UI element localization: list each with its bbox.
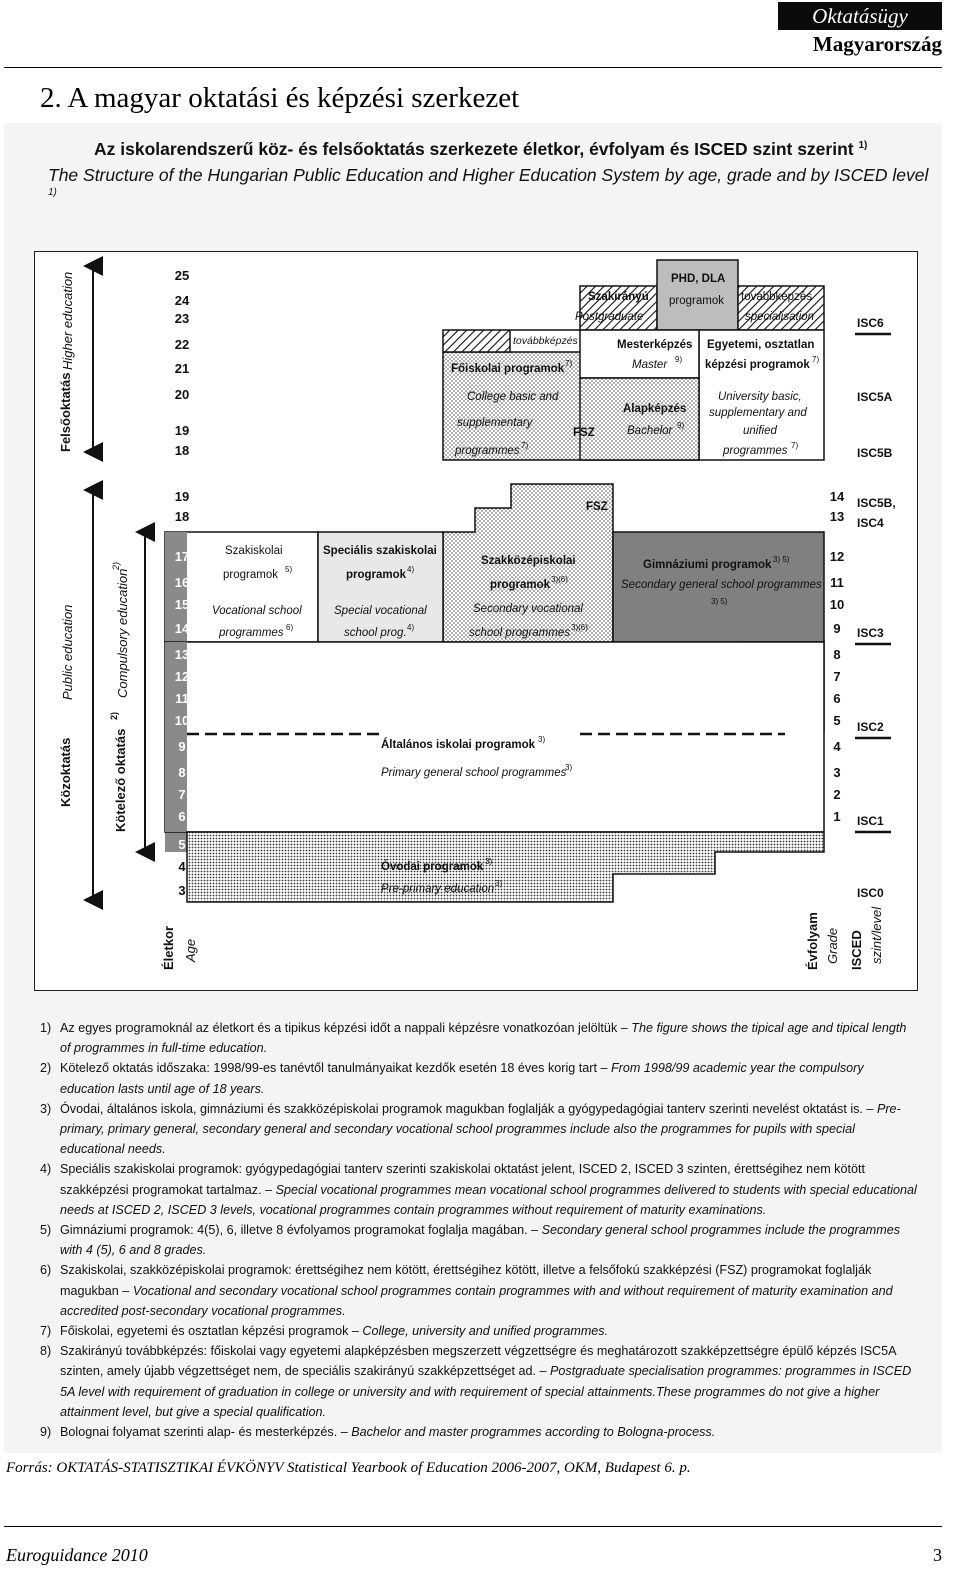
special-vocational-en: Special vocational: [334, 605, 427, 617]
figure-title-hu: [94, 139, 867, 160]
secondary-voc-sup: 3)(6): [551, 575, 568, 584]
grade-hu-label: Évfolyam: [805, 912, 820, 970]
age-tick-public: 7: [178, 787, 186, 802]
phd-label-2: programok: [669, 295, 724, 307]
spec-right-en: specialisation: [745, 311, 815, 323]
special-vocational-label: Speciális szakiskolai: [323, 545, 437, 557]
grade-tick: 6: [833, 691, 841, 706]
college-label: Főiskolai programok: [451, 363, 565, 375]
age-tick-higher: 25: [174, 268, 190, 283]
university-en-2: supplementary and: [709, 407, 807, 419]
age-tick-public: 17: [174, 549, 190, 564]
isced-labels: [855, 316, 896, 900]
bachelor-label: Alapképzés: [623, 403, 687, 415]
age-tick-public: 5: [178, 837, 186, 852]
master-sup: 9): [675, 355, 683, 364]
header-rule: [4, 67, 942, 68]
spec-left-en: Postgraduate: [575, 311, 644, 323]
footnote-en: From 1998/99 academic year the compulsory education lasts until age of 18 years.: [60, 1061, 864, 1096]
grade-tick: 14: [829, 489, 845, 504]
university-en-3: unified: [743, 425, 777, 437]
footnote-hu: Szakirányú továbbképzés: főiskolai vagy egyetemi alapképzésben megszerzett végzettségre és meghatározott szakképzettségre épülő képzés ISC5A szinten, amely újabb végzettséget nem, de speciális szakirányú szakképzettséget ad. –: [60, 1344, 896, 1379]
figure-title-en-text: The Structure of the Hungarian Public Education and Higher Education System by age, grade and by ISCED level: [48, 165, 929, 185]
secondary-voc-label: Szakközépiskolai: [481, 555, 576, 567]
age-tick-public: 12: [174, 669, 190, 684]
special-vocational-en-2-sup: 4): [407, 623, 415, 632]
footnote-hu: Kötelező oktatás időszaka: 1998/99-es tanévtől tanulmányaikat kezdők esetén 18 éves korig tart –: [60, 1061, 608, 1076]
grade-tick: 5: [833, 713, 841, 728]
footnote-number: 5): [40, 1223, 52, 1238]
grade-tick: 8: [833, 647, 841, 662]
age-tick-public: 4: [178, 859, 186, 874]
grade-tick: 11: [830, 575, 844, 590]
age-tick-public: 3: [178, 883, 186, 898]
isced-level-label: ISC5A: [857, 390, 893, 404]
footnote-number: 3): [40, 1101, 52, 1116]
age-hu-label: Életkor: [161, 925, 176, 970]
age-tick-public: 6: [178, 809, 186, 824]
age-tick-public: 15: [174, 597, 190, 612]
footnote: [40, 1058, 920, 1098]
footnote-number: 1): [40, 1021, 52, 1035]
footnote-number: 2): [40, 1061, 52, 1076]
isced-level-label: ISC3: [857, 626, 884, 640]
figure-title-en: [48, 165, 942, 207]
age-tick-higher: 19: [174, 423, 190, 438]
university-sup: 7): [812, 355, 820, 364]
university-en: University basic,: [718, 391, 802, 403]
footnote: [40, 1220, 920, 1260]
footnotes: [40, 1018, 920, 1442]
footnote-en: Special vocational programmes mean vocational school programmes delivered to students with special educational needs at ISCED 2, ISCED 3 levels, vocational programmes contain programmes without requirement of maturity examinations.: [60, 1182, 917, 1217]
footnote: [40, 1260, 920, 1321]
isced-level-label: ISC4: [857, 516, 884, 530]
vocational-label-2: programok: [223, 569, 278, 581]
public-ed-hu-label: Közoktatás: [58, 737, 73, 807]
public-ed-en-label: Public education: [60, 604, 75, 700]
age-tick-higher: 23: [174, 311, 190, 326]
primary-en: Primary general school programmes: [381, 767, 567, 779]
university-en-4: programmes: [723, 445, 788, 457]
secondary-voc-label-2: programok: [490, 579, 551, 591]
isced-level-label: ISC0: [857, 886, 884, 900]
grade-tick: 2: [833, 787, 841, 802]
page-title: 2. A magyar oktatási és képzési szerkezet: [40, 82, 520, 114]
footnote-en: The figure shows the tipical age and tipical length of programmes in full-time education.: [60, 1021, 907, 1056]
footnote-hu: Szakiskolai, szakközépiskolai programok: érettségihez nem kötött, érettségihez kötött, illetve a felsőfokú szakképzési (FSZ) programokat foglalják magukban –: [60, 1263, 872, 1298]
age-tick-public: 19: [174, 489, 190, 504]
footnote: [40, 1018, 920, 1058]
footnote-number: 6): [40, 1263, 52, 1278]
college-en-2: supplementary: [457, 417, 533, 429]
compulsory-hu-sup: 2): [109, 711, 119, 720]
isced-hu-label: ISCED: [849, 930, 864, 970]
university-en-4-sup: 7): [791, 441, 799, 450]
footnote-en: Bachelor and master programmes according to Bologna-process.: [351, 1425, 716, 1440]
age-tick-public: 18: [174, 509, 190, 524]
age-tick-public: 9: [178, 739, 186, 754]
preprimary-area: [187, 832, 824, 902]
college-sup: 7): [565, 359, 573, 368]
brand-badge: Oktatásügy: [778, 2, 942, 30]
age-tick-public: 16: [174, 575, 190, 590]
primary-label: Általános iskolai programok: [381, 739, 536, 751]
age-tick-public: 10: [174, 713, 190, 728]
isced-level-label: ISC2: [857, 720, 884, 734]
vocational-en-2-sup: 6): [286, 623, 294, 632]
age-tick-higher: 24: [174, 293, 190, 308]
primary-sup: 3): [538, 735, 546, 744]
footnote: [40, 1422, 920, 1442]
primary-box: [165, 642, 824, 832]
gymnasium-label: Gimnáziumi programok: [643, 559, 772, 571]
fsz-label: FSZ: [573, 427, 595, 439]
special-vocational-sup: 4): [407, 565, 415, 574]
grade-tick: 1: [833, 809, 841, 824]
grade-en-label: Grade: [825, 927, 840, 964]
spec-left-label: Szakirányú: [588, 291, 649, 303]
college-en-3: programmes: [455, 445, 520, 457]
bachelor-box: [580, 378, 699, 460]
figure-title-en-note: 1): [48, 187, 57, 199]
isced-level-label: ISC5B,: [857, 496, 896, 510]
preprimary-en: Pre-primary education: [381, 883, 495, 895]
fsz-upper-label: FSZ: [586, 501, 608, 513]
footnote-number: 9): [40, 1425, 52, 1440]
master-label: Mesterképzés: [617, 339, 693, 351]
footnote: [40, 1159, 920, 1220]
age-tick-higher: 22: [174, 337, 190, 352]
footnote-en: Secondary general school programmes include the programmes with 4 (5), 6 and 8 grades.: [60, 1223, 900, 1258]
age-tick-public: 13: [174, 647, 190, 662]
grade-tick: 12: [829, 549, 845, 564]
secondary-voc-en: Secondary vocational: [473, 603, 583, 615]
age-tick-public: 11: [175, 691, 189, 706]
isced-level-label: ISC6: [857, 316, 884, 330]
higher-ed-hu-label: Felsőoktatás: [58, 372, 73, 452]
structure-diagram: [34, 251, 918, 991]
footnote: [40, 1099, 920, 1160]
grade-tick: 7: [833, 669, 841, 684]
age-tick-higher: 21: [174, 361, 190, 376]
age-tick-higher: 18: [174, 443, 190, 458]
preprimary-label: Óvodai programok: [381, 861, 484, 873]
figure-title-hu-text: Az iskolarendszerű köz- és felsőoktatás szerkezete életkor, évfolyam és ISCED szint szerint: [94, 139, 854, 159]
footnote-en: College, university and unified programmes.: [362, 1324, 609, 1339]
page-number: 3: [933, 1545, 942, 1565]
secondary-voc-en-2: school programmes: [469, 627, 570, 639]
gymnasium-en-sup: 3) 5): [711, 597, 728, 606]
footnote-hu: Óvodai, általános iskola, gimnáziumi és szakközépiskolai programok magukban foglalják a gyógypedagógiai tanterv szerinti nevelést oktatást is. –: [60, 1101, 874, 1116]
footnote-number: 8): [40, 1344, 52, 1359]
spec-right-label: továbbképzés: [741, 291, 812, 303]
primary-en-sup: 3): [565, 763, 573, 772]
education-structure-figure: [4, 123, 942, 1453]
vocational-en-2: programmes: [219, 627, 284, 639]
age-en-label: Age: [183, 938, 198, 962]
brand-country: Magyarország: [812, 32, 942, 56]
grade-ticks: [830, 489, 845, 824]
university-label: Egyetemi, osztatlan: [707, 339, 815, 351]
footnote-hu: Speciális szakiskolai programok: gyógypedagógiai tanterv szerinti szakiskolai oktatást jelent, ISCED 2, ISCED 3 szinten, érettségihez nem kötött szakképzési programokat tartalmaz. –: [60, 1162, 865, 1197]
footnote-en: Pre-primary, primary general, secondary general and secondary vocational school programmes include also the programmes for pupils with special educational needs.: [60, 1101, 901, 1157]
grade-tick: 13: [829, 509, 845, 524]
special-vocational-label-2: programok: [346, 569, 407, 581]
gymnasium-sup: 3) 5): [773, 555, 790, 564]
footnote-en: Vocational and secondary vocational school programmes contain programmes with and without requirement of maturity examination and accredited post-secondary vocational programmes.: [60, 1283, 893, 1318]
higher-ed-en-label: Higher education: [60, 271, 75, 370]
footnote: [40, 1321, 920, 1341]
isced-level-label: ISC1: [857, 814, 884, 828]
grade-tick: 10: [829, 597, 845, 612]
college-en-3-sup: 7): [521, 441, 529, 450]
master-en: Master: [632, 359, 668, 371]
grade-tick: 9: [833, 621, 841, 636]
source-line: Forrás: OKTATÁS-STATISZTIKAI ÉVKÖNYV Statistical Yearbook of Education 2006-2007, OKM, Budapest 6. p.: [6, 1460, 691, 1476]
footnote-hu: Bolognai folyamat szerinti alap- és mesterképzés. –: [60, 1425, 348, 1440]
footnote-hu: Az egyes programoknál az életkort és a tipikus képzési időt a nappali képzésre vonatkozóan jelöltük –: [60, 1021, 628, 1035]
footnote: [40, 1341, 920, 1422]
age-tick-higher: 20: [174, 387, 190, 402]
structure-diagram-svg: [35, 252, 919, 992]
age-tick-public: 8: [178, 765, 186, 780]
compulsory-en-label: Compulsory education: [115, 568, 130, 698]
preprimary-sup: 3): [485, 857, 493, 866]
bachelor-sup: 9): [677, 421, 685, 430]
vocational-label: Szakiskolai: [225, 545, 283, 557]
isced-level-label: ISC5B: [857, 446, 893, 460]
footnote-hu: Gimnáziumi programok: 4(5), 6, illetve 8 évfolyamos programokat foglalja magában. –: [60, 1223, 539, 1238]
compulsory-hu-label: Kötelező oktatás: [113, 728, 128, 832]
college-en: College basic and: [467, 391, 559, 403]
secondary-voc-en-2-sup: 3)(6): [571, 623, 588, 632]
footnote-hu: Főiskolai, egyetemi és osztatlan képzési programok –: [60, 1324, 359, 1339]
bachelor-en: Bachelor: [627, 425, 673, 437]
phd-label: PHD, DLA: [671, 273, 726, 285]
gymnasium-en: Secondary general school programmes: [621, 579, 822, 591]
university-label-2: képzési programok: [705, 359, 810, 371]
age-tick-public: 14: [174, 621, 190, 636]
footer-rule: [4, 1526, 942, 1527]
spec-left-label-2: továbbképzés: [513, 335, 578, 347]
footer-brand: Euroguidance 2010: [6, 1545, 148, 1565]
footnote-en: Postgraduate specialisation programmes: programmes in ISCED 5A level with requirement of graduation in college or university and with requirement of special attainments.These programmes do not give a higher attainment level, but give a special qualification.: [60, 1364, 912, 1419]
compulsory-en-sup: 2): [111, 561, 121, 570]
grade-tick: 4: [833, 739, 841, 754]
footnote-number: 4): [40, 1162, 52, 1177]
isced-en-label: szint/level: [869, 906, 884, 964]
footnote-number: 7): [40, 1324, 52, 1339]
preprimary-en-sup: 3): [495, 879, 503, 888]
figure-title-hu-note: 1): [858, 140, 868, 152]
special-vocational-en-2: school prog.: [344, 627, 407, 639]
grade-tick: 3: [833, 765, 841, 780]
vocational-en: Vocational school: [212, 605, 302, 617]
vocational-sup: 5): [285, 565, 293, 574]
